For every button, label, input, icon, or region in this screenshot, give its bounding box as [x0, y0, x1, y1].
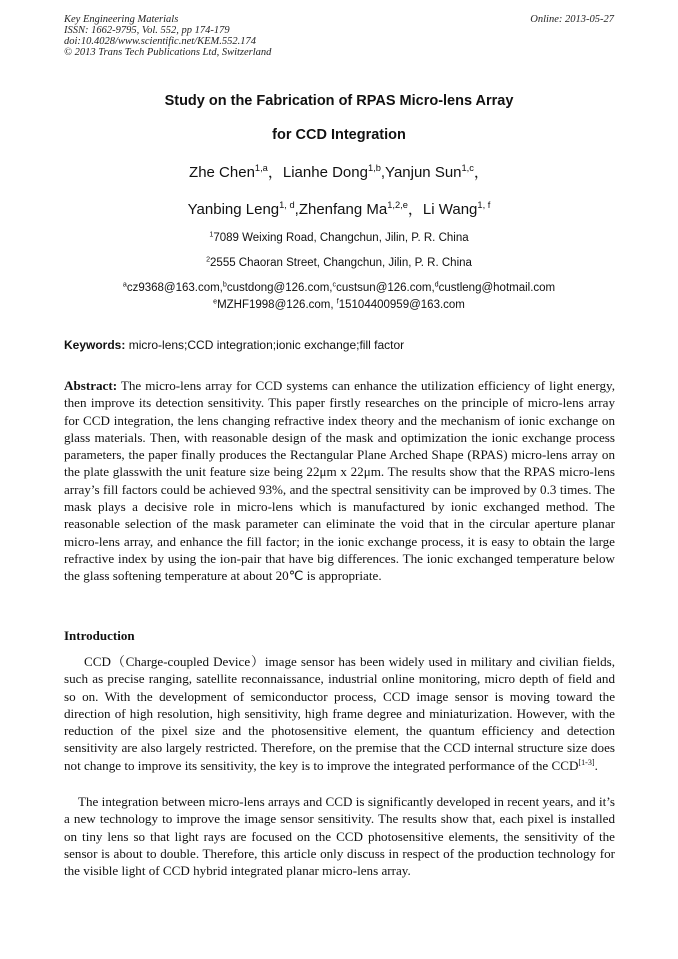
- email-sup: b: [222, 280, 227, 289]
- email-sup: e: [213, 297, 218, 306]
- author-separator: ，: [407, 201, 423, 218]
- author-line-2: [64, 198, 614, 219]
- email: cz9368@163.com,: [126, 282, 223, 294]
- keywords-label: Keywords:: [64, 338, 126, 352]
- abstract: [64, 377, 615, 585]
- section-heading-introduction: Introduction: [64, 628, 135, 643]
- abstract-text: The micro-lens array for CCD systems can enhance the utilization efficiency of light energy, then improve its detection sensitivity. This paper firstly researches on the principle of micro-lens array for CCD integration, the lens changing refractive index theory and the mechanism of ionic exchange on glass materials. Then, with reasonable design of the mask and optimization the ionic exchange process parameters, the paper finally produces the Rectangular Plane Arched Shape (RPAS) micro-lens array on the plate glasswith the unit feature size being 22μm x 22μm. The results show that the RPAS micro-lens array’s fill factors could be achieved 93%, and the spectral sensitivity can be improved by 0.3 times. The mask plays a decisive role in micro-lens which is manufactured by ionic exchanged method. The reasonable selection of the mask parameter can eliminate the void that in the circular aperture planar micro-lens array, and enhance the fill factor; in the ionic exchange process, it is easy to obtain the large refractive index by using the ion-pair that have big differences. The ionic exchanged temperature below the glass softening temperature at about 20℃ is appropriate.: [64, 378, 615, 584]
- copyright-line: © 2013 Trans Tech Publications Ltd, Switzerland: [64, 47, 272, 58]
- affiliation-text: 2555 Chaoran Street, Changchun, Jilin, P. R. China: [210, 257, 472, 269]
- author-name: Lianhe Dong: [282, 164, 368, 181]
- affiliation-sup: 1: [209, 230, 214, 239]
- email-sup: f: [336, 297, 339, 306]
- paragraph-1: [64, 653, 615, 774]
- email-line-1: [64, 282, 614, 294]
- email: custdong@126.com,: [226, 282, 333, 294]
- affiliation-1: [64, 232, 614, 244]
- affiliation-sup: 2: [206, 255, 211, 264]
- paper-title-line-2: for CCD Integration: [272, 127, 406, 143]
- email: MZHF1998@126.com,: [217, 299, 337, 311]
- author-sup: 1, f: [477, 200, 491, 211]
- email-sup: c: [332, 280, 337, 289]
- author-name: ,Zhenfang Ma: [294, 201, 388, 218]
- author-separator: ，: [473, 164, 489, 181]
- author-sup: 1,2,e: [387, 200, 408, 211]
- paper-title-line-1: Study on the Fabrication of RPAS Micro-lens Array: [164, 93, 514, 109]
- author-name: ,Yanjun Sun: [380, 164, 462, 181]
- email: 15104400959@163.com: [338, 299, 465, 311]
- paragraph-end: .: [594, 757, 598, 773]
- doi-line: doi:10.4028/www.scientific.net/KEM.552.174: [64, 36, 256, 47]
- affiliation-text: 7089 Weixing Road, Changchun, Jilin, P. R. China: [213, 232, 469, 244]
- author-name: Yanbing Leng: [187, 201, 280, 218]
- abstract-label: Abstract:: [64, 378, 118, 393]
- email-sup: d: [434, 280, 439, 289]
- keywords: [64, 338, 616, 352]
- author-sup: 1, d: [279, 200, 295, 211]
- email-sup: a: [122, 280, 127, 289]
- issn-line: ISSN: 1662-9795, Vol. 552, pp 174-179: [64, 25, 230, 36]
- author-sup: 1,a: [254, 163, 268, 174]
- email: custleng@hotmail.com: [438, 282, 556, 294]
- author-name: Zhe Chen: [189, 164, 255, 181]
- citation: [1-3]: [578, 757, 595, 767]
- author-name: Li Wang: [422, 201, 478, 218]
- paragraph-2: The integration between micro-lens arrays and CCD is significantly developed in recent years, and it’s a new technology to improve the image sensor sensitivity. The results show that, each pixel is installed on tiny lens so that light rays are focused on the CCD photosensitive elements, the sensitivity of the sensor is about to double. Therefore, this article only discuss in respect of the production technology for the visible light of CCD hybrid integrated planar micro-lens array.: [64, 794, 615, 879]
- email-line-2: [64, 299, 614, 311]
- journal-name: Key Engineering Materials: [64, 14, 179, 25]
- author-separator: ，: [267, 164, 283, 181]
- affiliation-2: [64, 257, 614, 269]
- online-date: Online: 2013-05-27: [530, 14, 614, 25]
- email: custsun@126.com,: [336, 282, 435, 294]
- author-sup: 1,b: [367, 163, 381, 174]
- author-sup: 1,c: [461, 163, 474, 174]
- keywords-text: micro-lens;CCD integration;ionic exchange;fill factor: [125, 338, 405, 352]
- journal-header: [64, 14, 271, 58]
- author-line-1: [64, 161, 614, 182]
- paragraph-text: CCD（Charge-coupled Device）image sensor has been widely used in military and civilian fields, such as precise ranging, satellite reconnaissance, industrial online monitoring, micro depth of field and so on. With the development of semiconductor process, CCD image sensor is moving toward the direction of high resolution, high sensitivity, high frame degree and miniaturization. However, with the reduction of the pixel size and the photosensitive element, the quantum efficiency and detection sensitivity are also largely restricted. Therefore, on the premise that the CCD internal structure size does not change to improve its sensitivity, the key is to improve the integrated performance of the CCD: [64, 654, 615, 773]
